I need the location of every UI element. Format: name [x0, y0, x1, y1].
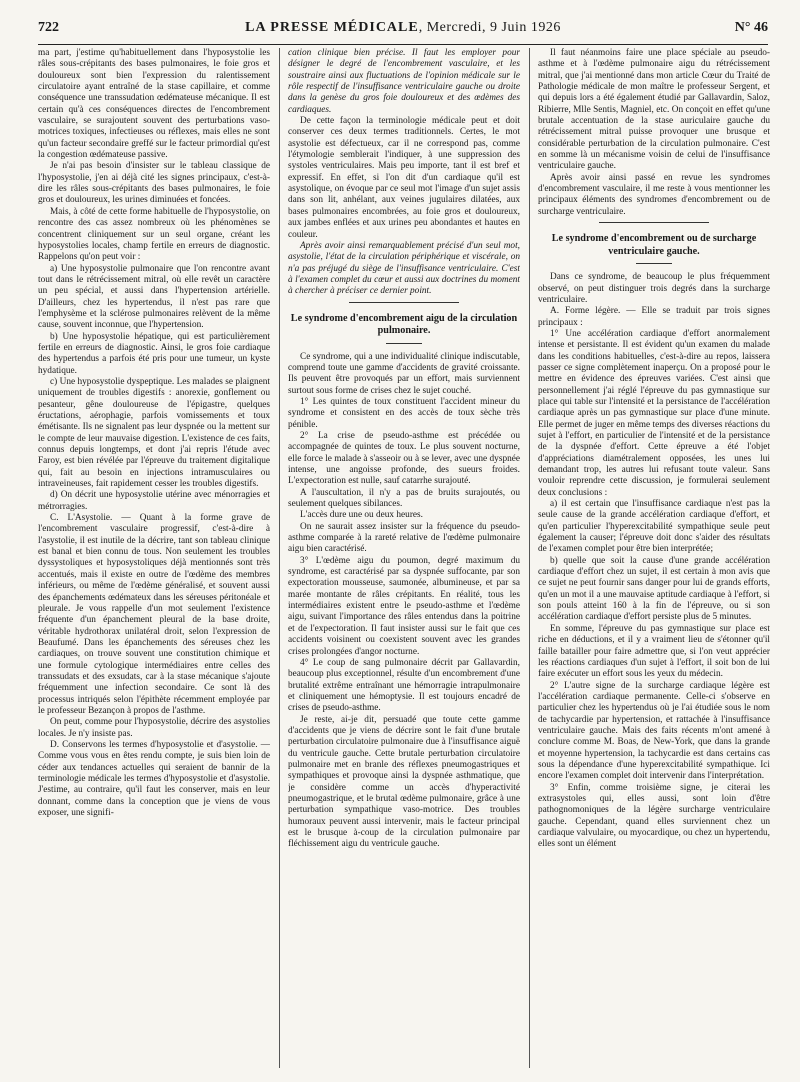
paragraph: 3° L'œdème aigu du poumon, degré maximum du syndrome, est caractérisé par sa dyspnée suffocante, par son expectoration mousseuse, saumonée, albumineuse, et par sa marée montante de râles crépitants. En réalité, tous les intermédiaires existent entre le pseudo-asthme et l'œdème aigu, suivant l'importance des râles entendus dans la poitrine et de l'expectoration. Il faut insister aussi sur le fait que ces accidents voisinent ou coexistent souvent avec les grandes crises prolongées d'angor nocturne.: [288, 555, 520, 657]
section-rule: [599, 222, 709, 223]
paragraph: L'accès dure une ou deux heures.: [300, 510, 423, 521]
paragraph: C. L'Asystolie. — Quant à la forme grave de l'encombrement vasculaire progressif, c'est-à-dire à l'asystolie, il est inutile de la décrire, tant son tableau clinique est banal et bien connu de tous. Non seulement les troubles dyssystoliques et hyposystoliques déjà mentionnés sont très accentués, mais il existe en outre de l'œdème des membres inférieurs, ou même de l'œdème généralisé, et souvent aussi des épanchements œdémateux dans les séreuses péritonéale et pleurale. Je vous rappelle d'un mot seulement l'existence fréquente d'un épanchement pleural de la base droite, véritable hydrothorax unilatéral droit, selon l'expression de Beaufumé. Dans les épanchements des séreuses chez les cardiaques, on trouve souvent une constitution chimique et une formule cytologique intermédiaires entre celles des transsudats et des exsudats, car à la stase mécanique s'ajoute fréquemment une infection secondaire. Ce sont là des processus intriqués selon l'épithète récemment employée par le professeur Bezançon à propos de l'asthme.: [38, 513, 270, 716]
paragraph: b) Une hyposystolie hépatique, qui est particulièrement fertile en erreurs de diagnostic. Ainsi, le gros foie cardiaque des hypertendus a parfois été pris pour une tumeur, un kyste hydatique.: [38, 331, 270, 376]
paragraph: 1° Une accélération cardiaque d'effort anormalement intense et persistante. Il est évident qu'un examen du malade dans les conditions habituelles, c'est-à-dire au repos, laissera passer ce signe complètement inaperçu. On a proposé pour le mettre en évidence des épreuves variées. C'est ainsi que personnellement j'ai réglé l'épreuve du pas gymnastique sur place qui table sur l'intensité et la persistance de l'accélération cardiaque après un pas gymnastique sur place d'une minute. Elle permet de juger en même temps des diverses réactions du sujet à l'effort, en particulier de l'intensité et de la persistance de la dyspnée d'effort. Cette épreuve a été l'objet d'appréciations diamétralement opposées, les unes lui demandant trop, les autres lui refusant toute valeur. Sans vouloir reprendre cette discussion, je formulerai seulement deux conclusions :: [538, 328, 770, 498]
paragraph: 2° La crise de pseudo-asthme est précédée ou accompagnée de quintes de toux. Le plus souvent nocturne, elle force le malade à s'asseoir ou à se lever, avec une dyspnée intense, une angoisse profonde, des sueurs froides. L'expectoration est nulle, sauf catarrhe surajouté.: [288, 430, 520, 487]
page-number: 722: [38, 20, 59, 35]
paragraph: 3° Enfin, comme troisième signe, je citerai les extrasystoles qui, elles aussi, sont loin d'être pathognomoniques de la légère surcharge ventriculaire gauche. Cependant, quand elles surviennent chez un cardiaque valvulaire, ou myocardique, ou chez un hypertendu, elles sont un élément: [538, 782, 770, 850]
paragraph: 2° L'autre signe de la surcharge cardiaque légère est l'accélération cardiaque permanente. Celle-ci s'observe en particulier chez les hypertendus où je l'ai étudiée sous le nom de tachycardie par hypertension, et rattachée à l'insuffisance ventriculaire gauche. Mais des faits récents m'ont amené à conclure comme M. Boas, de New-York, que dans la grande et moyenne hypertension, la tachycardie est dans certains cas sous la dépendance d'une hyperexcitabilité sympathique. Ici encore l'examen complet doit intervenir dans l'interprétation.: [538, 680, 770, 782]
paragraph: d) On décrit une hyposystolie utérine avec ménorragies et métrorragies.: [38, 490, 270, 512]
column-right: [538, 48, 770, 1072]
running-head: [38, 20, 768, 36]
paragraph: Mais, à côté de cette forme habituelle de l'hyposystolie, on rencontre des cas assez nombreux où les phénomènes se concentrent cliniquement sur un seul organe, créant les hyposystolies locales, champ fertile en erreurs de diagnostic. Rappelons qu'on peut voir :: [38, 206, 270, 263]
column-divider: [279, 48, 280, 1068]
paragraph: Je n'ai pas besoin d'insister sur le tableau classique de l'hyposystolie, j'en ai déjà cité les signes principaux, c'est-à-dire les râles sous-crépitants des bases pulmonaires, le foie gros et douloureux, les urines diminuées et foncées.: [38, 161, 270, 206]
paragraph: On ne saurait assez insister sur la fréquence du pseudo-asthme comparée à la rareté relative de l'œdème pulmonaire aigu bien caractérisé.: [288, 521, 520, 555]
issue-date: , Mercredi, 9 Juin 1926: [418, 20, 561, 35]
paragraph: A. Forme légère. — Elle se traduit par trois signes principaux :: [538, 306, 770, 328]
paragraph: ma part, j'estime qu'habituellement dans l'hyposystolie les râles sous-crépitants des bases pulmonaires, le foie gros et douloureux sont bien l'expression du ralentissement circulatoire ayant entraîné de la stase capillaire, et comme conséquence une transsudation œdémateuse mécanique. Il est certain qu'à ces conséquences directes de l'encombrement vasculaire, se surajoutent souvent des perturbations vaso-motrices toxiques, infectieuses ou réflexes, mais elles ne sont qu'un facteur secondaire greffé sur le facteur primordial qu'est la congestion œdémateuse passive.: [38, 48, 270, 161]
paragraph: De cette façon la terminologie médicale peut et doit conserver ces deux termes traditionnels. Certes, le mot asystolie est défectueux, car il ne correspond pas, comme l'étymologie semblerait l'indiquer, à une suppression des systoles ventriculaires. Mais peu importe, tant il est bref et expressif. En effet, si l'on dit d'un cardiaque qu'il est asystolique, on évoque par ce seul mot l'image d'un sujet assis dans son lit, anhélant, aux veines jugulaires dilatées, aux bases pulmonaires encombrées, au foie gros et douloureux, aux jambes enflées et aux urines peu abondantes et hautes en couleur.: [288, 116, 520, 240]
paragraph: a) Une hyposystolie pulmonaire que l'on rencontre avant tout dans le rétrécissement mitral, où elle revêt un caractère un peu spécial, et aussi dans l'hypertension artérielle. D'ailleurs, chez les hypertendus, il n'est pas rare que l'emphysème et la sclérose pulmonaires relèvent de la même cause, souvent inconnue, que l'hypertension.: [38, 263, 270, 331]
column-divider: [529, 48, 530, 1068]
paragraph: a) il est certain que l'insuffisance cardiaque n'est pas la seule cause de la grande accélération cardiaque d'effort, et qu'en particulier l'hyperexcitabilité sympathique seule peut également la causer; l'épreuve doit donc s'aider des résultats de l'examen complet pour être bien interprétée;: [538, 499, 770, 555]
section-rule: [349, 302, 459, 303]
paragraph: Après avoir ainsi passé en revue les syndromes d'encombrement vasculaire, il me reste à vous mentionner les principaux éléments des syndromes d'encombrement ou de surcharge ventriculaire.: [538, 172, 770, 217]
heading-rule: [386, 343, 422, 344]
page-header: [38, 20, 768, 45]
section-heading-text: Le syndrome d'encombrement ou de surcharge ventriculaire gauche.: [551, 233, 757, 257]
column-left: [38, 48, 270, 1072]
paragraph: D. Conservons les termes d'hyposystolie et d'asystolie. — Comme vous vous en êtes rendu compte, je suis bien loin de céder aux tendances actuelles qui seraient de bannir de la terminologie médicale les termes d'hyposystolie et d'asystolie. J'estime, au contraire, qu'il faut les conserver, mais en leur donnant, comme dans la conception que je viens de vous exposer, une signifi-: [38, 739, 270, 819]
issue-number: N° 46: [734, 20, 768, 35]
section-heading-text: Le syndrome d'encombrement aigu de la circulation pulmonaire.: [290, 312, 518, 337]
paragraph: Il faut néanmoins faire une place spéciale au pseudo-asthme et à l'œdème pulmonaire aigu du rétrécissement mitral, que j'ai mentionné dans mon article Cœur du Traité de Pathologie médicale de mon maître le professeur Sergent, et qui depuis lors a été également étudié par Gallavardin, Saloz, Ribierre, Mlle Sentis, Magniel, etc. On conçoit en effet qu'une brutale accentuation de la stase auriculaire gauche du rétrécissement mitral puisse provoquer une brusque et considérable perturbation de la circulation pulmonaire. C'est en somme là un mécanisme voisin de celui de l'insuffisance ventriculaire gauche.: [538, 48, 770, 172]
paragraph: En somme, l'épreuve du pas gymnastique sur place est riche en déductions, et il y a vraiment lieu de s'étonner qu'il faille batailler pour faire admettre que, si l'on veut apprécier les réactions cardiaques d'un sujet à l'effort, il soit bon de lui faire exécuter un effort sous les yeux du médecin.: [538, 623, 770, 680]
paragraph: Je reste, ai-je dit, persuadé que toute cette gamme d'accidents que je viens de décrire sont le fait d'une brutale perturbation circulatoire pulmonaire due à l'insuffisance aiguë du ventricule gauche. Cette brutale perturbation circulatoire pulmonaire met en branle des réflexes pneumogastriques et sympathiques et provoque ainsi la dyspnée asthmatique, que je considère comme un accès d'hyperactivité pneumogastrique, et le brutal œdème pulmonaire, grâce à une perturbation sympathique vaso-motrice. Des troubles humoraux peuvent aussi intervenir, mais le facteur principal est le brusque à-coup de la circulation pulmonaire par fléchissement aigu du ventricule gauche.: [288, 714, 520, 850]
paragraph: A l'auscultation, il n'y a pas de bruits surajoutés, ou seulement quelques sibilances.: [288, 487, 520, 510]
paragraph: Après avoir ainsi remarquablement précisé d'un seul mot, asystolie, l'état de la circulation périphérique et viscérale, on n'a pas préjugé du siège de l'insuffisance ventriculaire. C'est à l'examen complet du cœur et aussi aux doctrines du moment à chercher à préciser ce dernier point.: [288, 240, 520, 297]
paragraph: 4° Le coup de sang pulmonaire décrit par Gallavardin, beaucoup plus exceptionnel, résulte d'un encombrement d'une brutalité extrême entraînant une hémorragie intrapulmonaire et cliniquement une hémoptysie. Il est toujours encadré de crises de pseudo-asthme.: [288, 657, 520, 714]
section-heading: [288, 313, 520, 344]
journal-title: LA PRESSE MÉDICALE: [245, 20, 419, 35]
paragraph: On peut, comme pour l'hyposystolie, décrire des asystolies locales. Je n'y insiste pas.: [38, 717, 270, 739]
paragraph: Dans ce syndrome, de beaucoup le plus fréquemment observé, on peut distinguer trois degrés dans la surcharge ventriculaire.: [538, 272, 770, 305]
heading-rule: [636, 263, 672, 264]
paragraph: b) quelle que soit la cause d'une grande accélération cardiaque d'effort chez un sujet, il est certain à mon avis que ce sujet ne peut fournir sans danger pour lui de grands efforts, qu'en un mot il a une mauvaise aptitude cardiaque à l'effort, si son pouls atteint 160 à la fin de l'épreuve, ou si son accélération cardiaque d'effort persiste plus de 5 minutes.: [538, 555, 770, 623]
section-heading: [538, 233, 770, 264]
paragraph: 1° Les quintes de toux constituent l'accident mineur du syndrome et consistent en des accès de toux sèche très pénible.: [288, 396, 520, 430]
paragraph: cation clinique bien précise. Il faut les employer pour désigner le degré de l'encombrement vasculaire, et les soustraire ainsi aux fluctuations de l'opinion médicale sur le rôle respectif de l'insuffisance ventriculaire gauche ou droite dans la genèse du gros foie douloureux et des œdèmes des cardiaques.: [288, 48, 520, 115]
column-middle: [288, 48, 520, 1072]
paragraph: Ce syndrome, qui a une individualité clinique indiscutable, comprend toute une gamme d'accidents de gravité croissante. Ils peuvent être provoqués par un effort, mais surviennent surtout sous forme de crises chez le sujet couché.: [288, 351, 520, 396]
paragraph: c) Une hyposystolie dyspeptique. Les malades se plaignent uniquement de troubles digestifs : anorexie, gonflement ou pesanteur, gêne douloureuse de l'épigastre, quelques éructations, aérophagie, parfois vomissements et toux émétisante. Ils ne signalent pas leur dyspnée ou la mettent sur le compte de leur mauvaise digestion. L'existence de ces faits, connus depuis longtemps, et dont j'ai repris l'étude avec Faroy, est bien révélée par l'épreuve du traitement digitalique qui, fait au besoin en injections intramusculaires ou intraveineuses, fait rapidement cesser les troubles digestifs.: [38, 376, 270, 490]
